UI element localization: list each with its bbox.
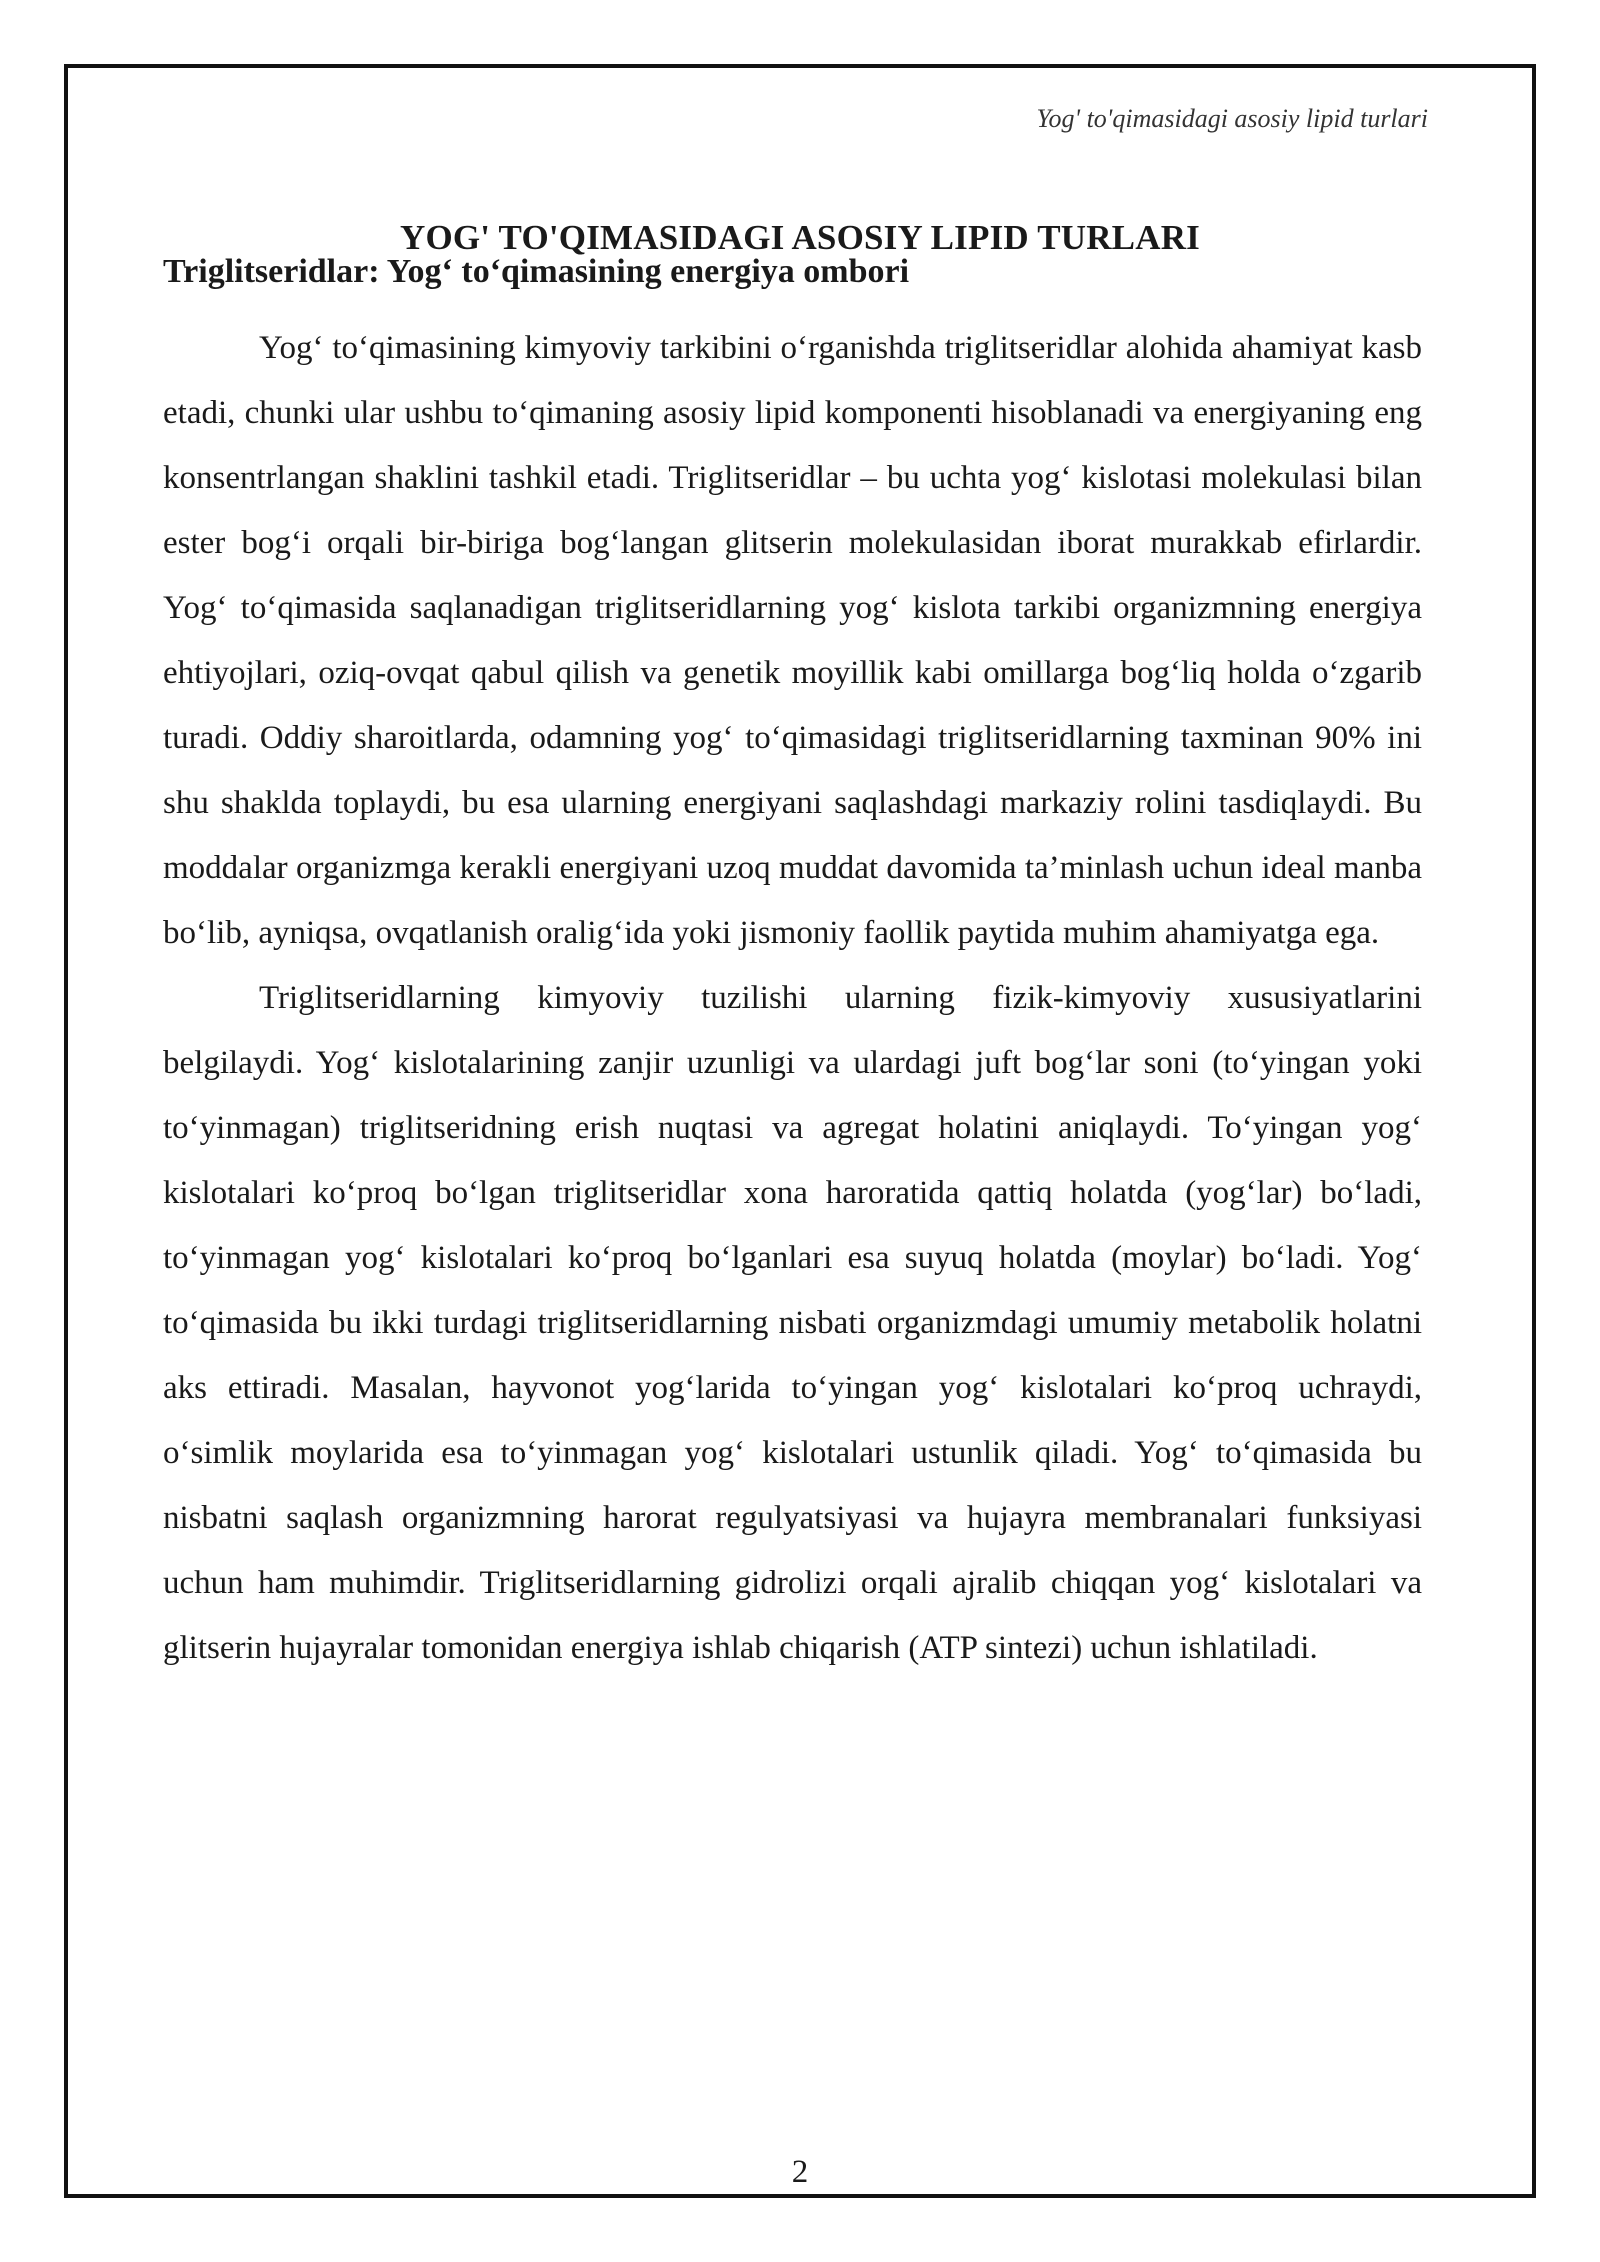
running-header: Yog' to'qimasidagi asosiy lipid turlari bbox=[1036, 104, 1428, 133]
paragraph-2: Triglitseridlarning kimyoviy tuzilishi ularning fizik-kimyoviy xususiyatlarini belgilaydi. Yog‘ kislotalarining zanjir uzunligi va ulardagi juft bog‘lar soni (to‘yingan yoki to‘yinmagan) triglitseridning erish nuqtasi va agregat holatini aniqlaydi. To‘yingan yog‘ kislotalari ko‘proq bo‘lgan triglitseridlar xona haroratida qattiq holatda (yog‘lar) bo‘ladi, to‘yinmagan yog‘ kislotalari ko‘proq bo‘lganlari esa suyuq holatda (moylar) bo‘ladi. Yog‘ to‘qimasida bu ikki turdagi triglitseridlarning nisbati organizmdagi umumiy metabolik holatni aks ettiradi. Masalan, hayvonot yog‘larida to‘yingan yog‘ kislotalari ko‘proq uchraydi, o‘simlik moylarida esa to‘yinmagan yog‘ kislotalari ustunlik qiladi. Yog‘ to‘qimasida bu nisbatni saqlash organizmning harorat regulyatsiyasi va hujayra membranalari funksiyasi uchun ham muhimdir. Triglitseridlarning gidrolizi orqali ajralib chiqqan yog‘ kislotalari va glitserin hujayralar tomonidan energiya ishlab chiqarish (ATP sintezi) uchun ishlatiladi. bbox=[163, 980, 1422, 1666]
document-title: YOG' TO'QIMASIDAGI ASOSIY LIPID TURLARI bbox=[399, 218, 1201, 257]
paragraph-1: Yog‘ to‘qimasining kimyoviy tarkibini o‘rganishda triglitseridlar alohida ahamiyat kasb etadi, chunki ular ushbu to‘qimaning asosiy lipid komponenti hisoblanadi va energiyaning eng konsentrlangan shaklini tashkil etadi. Triglitseridlar – bu uchta yog‘ kislotasi molekulasi bilan ester bog‘i orqali bir-biriga bog‘langan glitserin molekulasidan iborat murakkab efirlardir. Yog‘ to‘qimasida saqlanadigan triglitseridlarning yog‘ kislota tarkibi organizmning energiya ehtiyojlari, oziq-ovqat qabul qilish va genetik moyillik kabi omillarga bog‘liq holda o‘zgarib turadi. Oddiy sharoitlarda, odamning yog‘ to‘qimasidagi triglitseridlarning taxminan 90% ini shu shaklda toplaydi, bu esa ularning energiyani saqlashdagi markaziy rolini tasdiqlaydi. Bu moddalar organizmga kerakli energiyani uzoq muddat davomida ta’minlash uchun ideal manba bo‘lib, ayniqsa, ovqatlanish oralig‘ida yoki jismoniy faollik paytida muhim ahamiyatga ega. bbox=[163, 330, 1422, 951]
document-body bbox=[163, 246, 1422, 1681]
page-number: 2 bbox=[791, 2154, 809, 2190]
section-heading: Triglitseridlar: Yog‘ to‘qimasining energiya ombori bbox=[163, 253, 910, 290]
